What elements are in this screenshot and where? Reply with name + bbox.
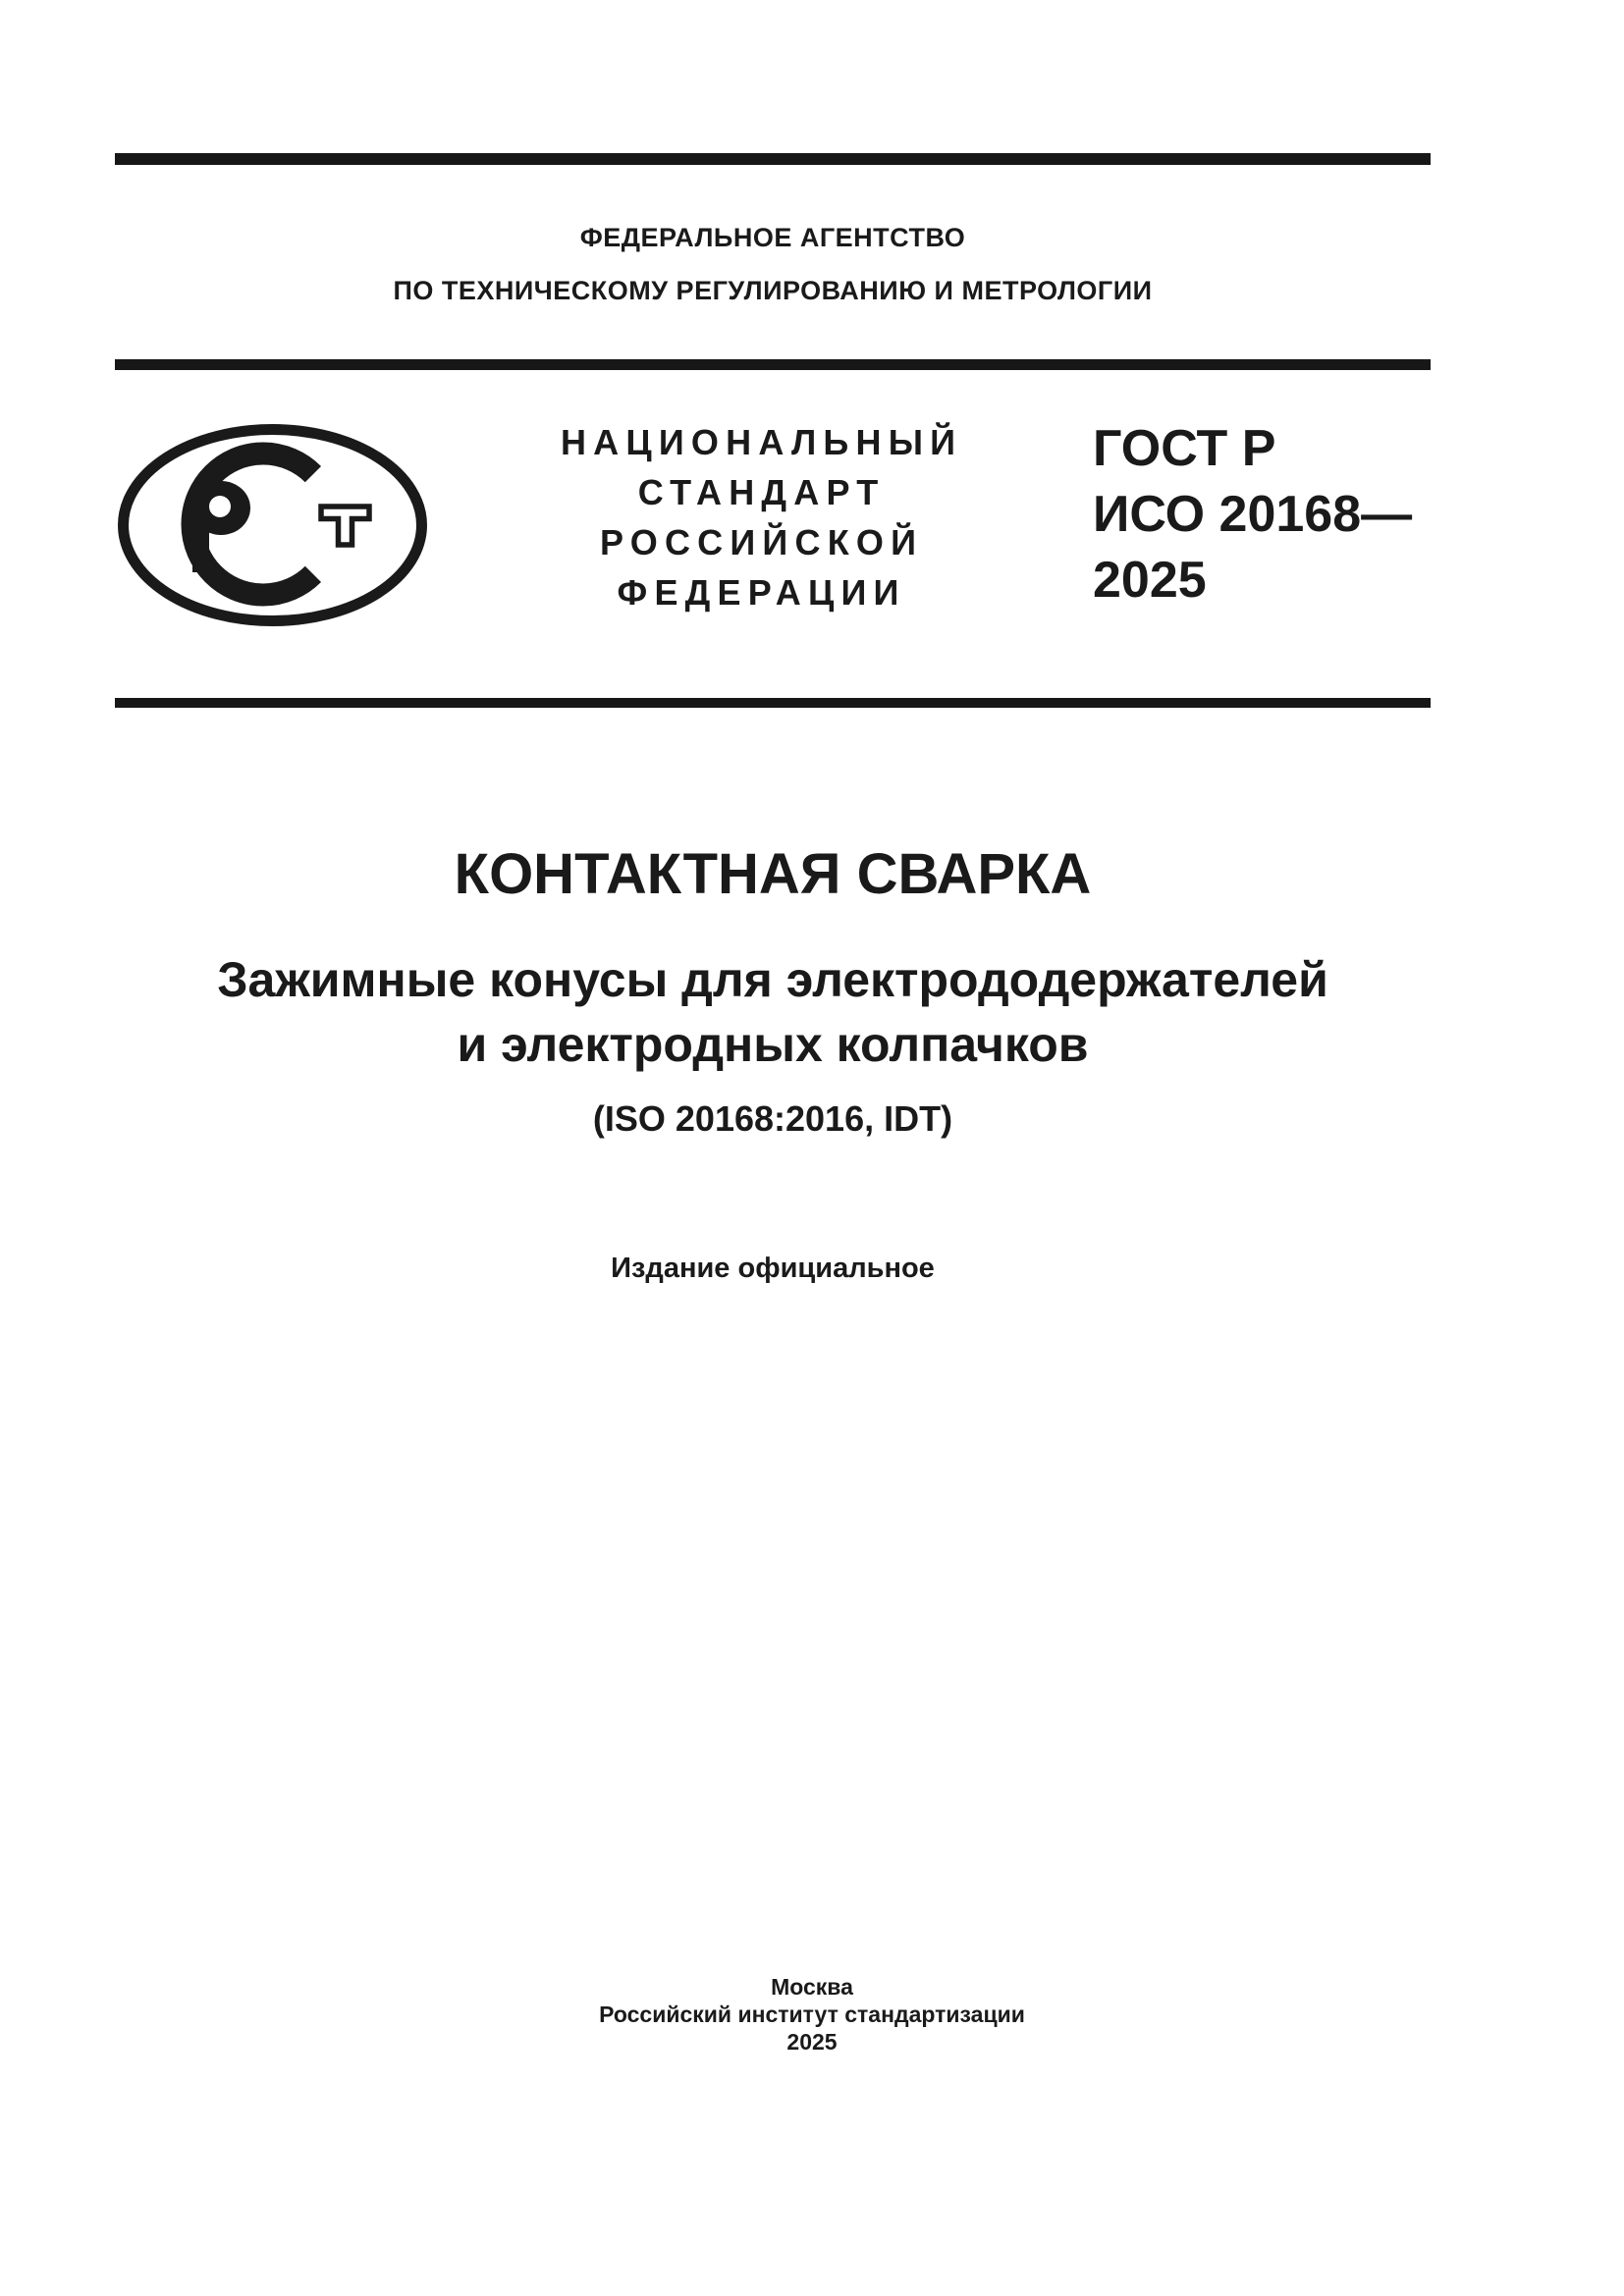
standard-type-line: НАЦИОНАЛЬНЫЙ (560, 422, 963, 462)
standard-type-line: СТАНДАРТ (637, 472, 886, 512)
designation-line: ИСО 20168— (1093, 486, 1413, 543)
standard-type-line: РОССИЙСКОЙ (600, 522, 924, 562)
iso-reference: (ISO 20168:2016, IDT) (592, 1098, 953, 1139)
standard-type-line: ФЕДЕРАЦИИ (617, 572, 906, 613)
subtitle-line: Зажимные конусы для электрододержателей (217, 952, 1328, 1007)
agency-name-line-2: ПО ТЕХНИЧЕСКОМУ РЕГУЛИРОВАНИЮ И МЕТРОЛОГИИ (393, 276, 1153, 305)
document-subtitle (115, 947, 1431, 1077)
lower-divider-rule (115, 698, 1431, 708)
imprint-city: Москва (771, 1974, 853, 2000)
standard-designation (1093, 416, 1412, 614)
agency-name-line-1: ФЕДЕРАЛЬНОЕ АГЕНТСТВО (579, 223, 966, 252)
designation-line: ГОСТ Р (1093, 420, 1276, 477)
imprint-block (0, 1973, 1624, 2056)
document-title: КОНТАКТНАЯ СВАРКА (454, 842, 1092, 906)
designation-line: 2025 (1093, 552, 1207, 609)
logo-letter-r-stem (192, 507, 209, 572)
imprint-year: 2025 (786, 2029, 838, 2055)
logo-letter-r-counter (209, 496, 231, 517)
edition-note: Издание официальное (611, 1253, 935, 1284)
upper-divider-rule (115, 359, 1431, 370)
subtitle-line: и электродных колпачков (457, 1017, 1089, 1072)
imprint-publisher: Российский институт стандартизации (599, 2002, 1025, 2027)
top-divider-rule (115, 153, 1431, 165)
